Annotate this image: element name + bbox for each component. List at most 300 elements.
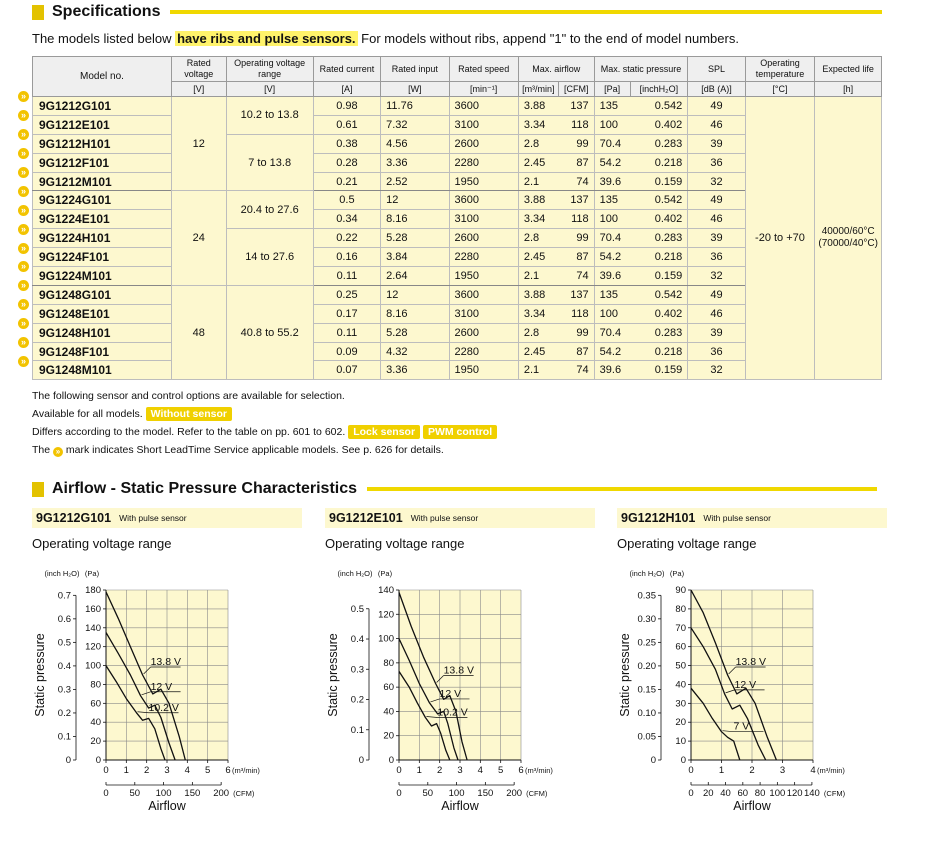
note-differs-text: Differs according to the model. Refer to the table on pp. 601 to 602. bbox=[32, 426, 346, 438]
y-tick-label: 90 bbox=[675, 585, 686, 596]
y2-tick-label: 0 bbox=[358, 755, 364, 766]
series-label: 7 V bbox=[733, 720, 750, 733]
y-tick-label: 140 bbox=[85, 622, 101, 634]
cell-model: 9G1224E101 bbox=[33, 210, 172, 229]
heading-marker bbox=[32, 5, 44, 20]
cell-input: 12 bbox=[381, 191, 449, 210]
x2-tick-label: 20 bbox=[702, 788, 714, 799]
y2-tick-label: 0.20 bbox=[637, 660, 656, 672]
y-tick-label: 0 bbox=[680, 755, 686, 766]
cell-current: 0.21 bbox=[313, 172, 380, 191]
chart-title: 9G1212E101 bbox=[329, 511, 403, 525]
cell-input: 4.32 bbox=[381, 342, 449, 361]
chart-header bbox=[32, 508, 302, 528]
unit-op-range: [V] bbox=[226, 82, 313, 97]
cell-spl: 32 bbox=[688, 361, 745, 380]
intro-text-end: For models without ribs, append "1" to the end of model numbers. bbox=[357, 31, 739, 46]
unit-cfm-label: (CFM) bbox=[233, 789, 255, 798]
x-tick-label: 3 bbox=[457, 765, 463, 776]
y2-tick-label: 0.7 bbox=[57, 590, 71, 602]
y-tick-label: 160 bbox=[85, 603, 101, 615]
header-model: Model no. bbox=[33, 57, 172, 97]
unit-airflow-cfm: [CFM] bbox=[558, 82, 594, 97]
y-tick-label: 140 bbox=[378, 585, 394, 596]
short-leadtime-mark-icon: » bbox=[18, 110, 29, 121]
unit-pa-label: (Pa) bbox=[84, 569, 100, 578]
cell-current: 0.5 bbox=[313, 191, 380, 210]
cell-model: 9G1212M101 bbox=[33, 172, 172, 191]
chart-op-range-label: Operating voltage range bbox=[325, 536, 465, 551]
short-leadtime-mark-icon: » bbox=[18, 356, 29, 367]
y-tick-label: 60 bbox=[90, 698, 101, 710]
x-tick-label: 5 bbox=[498, 765, 504, 776]
chart-title: 9G1212G101 bbox=[36, 511, 112, 525]
y-tick-label: 70 bbox=[675, 622, 686, 634]
y2-tick-label: 0.25 bbox=[637, 637, 656, 649]
y2-tick-label: 0.1 bbox=[57, 731, 71, 743]
specifications-title: Specifications bbox=[52, 3, 161, 20]
cell-input: 5.28 bbox=[381, 229, 449, 248]
cell-model: 9G1212H101 bbox=[33, 134, 172, 153]
y-tick-label: 180 bbox=[85, 585, 101, 596]
unit-spl: [dB (A)] bbox=[688, 82, 745, 97]
x-tick-label: 6 bbox=[225, 765, 231, 776]
x-tick-label: 1 bbox=[416, 765, 422, 776]
cell-airflow-cfm: 74 bbox=[558, 172, 594, 191]
cell-airflow-cfm: 137 bbox=[558, 285, 594, 304]
cell-pressure-inch: 0.218 bbox=[630, 342, 688, 361]
cell-speed: 2600 bbox=[449, 323, 518, 342]
expected-life-secondary: (70000/40°C) bbox=[818, 238, 878, 250]
cell-model: 9G1248F101 bbox=[33, 342, 172, 361]
x-tick-label: 6 bbox=[518, 765, 524, 776]
cell-model: 9G1224H101 bbox=[33, 229, 172, 248]
cell-airflow-cfm: 118 bbox=[558, 304, 594, 323]
cell-rated-voltage: 24 bbox=[171, 191, 226, 285]
x2-tick-label: 80 bbox=[754, 788, 766, 799]
short-leadtime-mark-icon: » bbox=[18, 318, 29, 329]
unit-pa-label: (Pa) bbox=[377, 569, 393, 578]
cell-pressure-pa: 135 bbox=[594, 97, 630, 116]
cell-current: 0.98 bbox=[313, 97, 380, 116]
cell-spl: 49 bbox=[688, 191, 745, 210]
specifications-heading bbox=[32, 3, 882, 21]
y-tick-label: 100 bbox=[85, 660, 101, 672]
unit-input: [W] bbox=[381, 82, 449, 97]
cell-model: 9G1248E101 bbox=[33, 304, 172, 323]
chart-3 bbox=[617, 508, 887, 813]
cell-spl: 36 bbox=[688, 153, 745, 172]
y-tick-label: 120 bbox=[378, 609, 394, 621]
unit-pressure-pa: [Pa] bbox=[594, 82, 630, 97]
unit-m3-label: (m³/min) bbox=[232, 766, 260, 775]
unit-life: [h] bbox=[815, 82, 882, 97]
cell-pressure-inch: 0.283 bbox=[630, 134, 688, 153]
cell-rated-voltage: 12 bbox=[171, 97, 226, 191]
chart-sensor-note: With pulse sensor bbox=[703, 513, 771, 523]
cell-pressure-inch: 0.283 bbox=[630, 323, 688, 342]
heading-rule bbox=[367, 487, 877, 491]
header-life: Expected life bbox=[815, 57, 882, 82]
note-available-text: Available for all models. bbox=[32, 408, 143, 420]
cell-spl: 49 bbox=[688, 285, 745, 304]
y-tick-label: 0 bbox=[95, 755, 101, 766]
cell-airflow-cfm: 99 bbox=[558, 134, 594, 153]
cell-airflow-m3: 2.8 bbox=[518, 134, 558, 153]
cell-current: 0.11 bbox=[313, 323, 380, 342]
chart-1 bbox=[32, 508, 302, 813]
cell-spl: 36 bbox=[688, 248, 745, 267]
cell-spl: 46 bbox=[688, 115, 745, 134]
x-axis-title: Airflow bbox=[441, 799, 479, 813]
cell-pressure-pa: 100 bbox=[594, 115, 630, 134]
x-tick-label: 2 bbox=[437, 765, 443, 776]
x-tick-label: 5 bbox=[205, 765, 211, 776]
x-tick-label: 3 bbox=[164, 765, 170, 776]
cell-pressure-inch: 0.218 bbox=[630, 153, 688, 172]
chart-title: 9G1212H101 bbox=[621, 511, 696, 525]
unit-current: [A] bbox=[313, 82, 380, 97]
cell-current: 0.28 bbox=[313, 153, 380, 172]
cell-op-range: 20.4 to 27.6 bbox=[226, 191, 313, 229]
unit-m3-label: (m³/min) bbox=[525, 766, 553, 775]
header-pressure: Max. static pressure bbox=[594, 57, 688, 82]
x-tick-label: 0 bbox=[103, 765, 109, 776]
cell-model: 9G1224M101 bbox=[33, 267, 172, 286]
sensor-notes bbox=[32, 387, 497, 459]
y2-tick-label: 0 bbox=[650, 755, 656, 766]
y2-tick-label: 0.4 bbox=[350, 634, 364, 646]
cell-current: 0.38 bbox=[313, 134, 380, 153]
short-leadtime-mark-icon: » bbox=[18, 91, 29, 102]
cell-pressure-pa: 70.4 bbox=[594, 134, 630, 153]
cell-pressure-inch: 0.283 bbox=[630, 229, 688, 248]
short-leadtime-mark-icon: » bbox=[18, 186, 29, 197]
y-tick-label: 100 bbox=[378, 633, 394, 645]
y-tick-label: 80 bbox=[383, 657, 394, 669]
y2-tick-label: 0.5 bbox=[57, 637, 71, 649]
cell-airflow-m3: 2.45 bbox=[518, 342, 558, 361]
cell-airflow-m3: 3.34 bbox=[518, 115, 558, 134]
cell-spl: 39 bbox=[688, 229, 745, 248]
cell-current: 0.61 bbox=[313, 115, 380, 134]
cell-pressure-inch: 0.402 bbox=[630, 115, 688, 134]
chart-2 bbox=[325, 508, 595, 813]
cell-speed: 2280 bbox=[449, 153, 518, 172]
cell-speed: 1950 bbox=[449, 361, 518, 380]
x-tick-label: 1 bbox=[123, 765, 129, 776]
short-leadtime-mark-icon: » bbox=[53, 447, 63, 457]
y2-tick-label: 0.10 bbox=[637, 707, 656, 719]
chart-sensor-note: With pulse sensor bbox=[119, 513, 187, 523]
x2-tick-label: 0 bbox=[103, 788, 109, 799]
y-tick-label: 40 bbox=[675, 679, 686, 691]
cell-airflow-cfm: 118 bbox=[558, 115, 594, 134]
cell-model: 9G1248H101 bbox=[33, 323, 172, 342]
y2-tick-label: 0.6 bbox=[57, 613, 71, 625]
chart-plot bbox=[32, 560, 302, 846]
header-input: Rated input bbox=[381, 57, 449, 82]
cell-airflow-m3: 3.88 bbox=[518, 191, 558, 210]
note-mark-pre: The bbox=[32, 444, 54, 456]
header-op-range: Operating voltage range bbox=[226, 57, 313, 82]
cell-airflow-cfm: 74 bbox=[558, 267, 594, 286]
cell-airflow-cfm: 99 bbox=[558, 323, 594, 342]
cell-input: 5.28 bbox=[381, 323, 449, 342]
unit-rated-voltage: [V] bbox=[171, 82, 226, 97]
cell-expected-life bbox=[815, 97, 882, 380]
cell-current: 0.11 bbox=[313, 267, 380, 286]
cell-op-range: 10.2 to 13.8 bbox=[226, 97, 313, 135]
x-tick-label: 0 bbox=[688, 765, 694, 776]
note-line-4 bbox=[32, 441, 497, 459]
cell-pressure-pa: 39.6 bbox=[594, 172, 630, 191]
y-tick-label: 80 bbox=[90, 679, 101, 691]
cell-pressure-pa: 54.2 bbox=[594, 342, 630, 361]
cell-speed: 3100 bbox=[449, 304, 518, 323]
y2-tick-label: 0.1 bbox=[350, 724, 364, 736]
x-tick-label: 4 bbox=[810, 765, 816, 776]
cell-speed: 3100 bbox=[449, 210, 518, 229]
cell-spl: 36 bbox=[688, 342, 745, 361]
note-line-2 bbox=[32, 405, 497, 423]
cell-airflow-cfm: 87 bbox=[558, 153, 594, 172]
unit-pressure-inch: [inchH₂O] bbox=[630, 82, 688, 97]
unit-inch-label: (inch H₂O) bbox=[629, 569, 665, 578]
cell-input: 3.84 bbox=[381, 248, 449, 267]
x-tick-label: 4 bbox=[184, 765, 190, 776]
airflow-title: Airflow - Static Pressure Characteristics bbox=[52, 480, 358, 497]
cell-pressure-pa: 39.6 bbox=[594, 361, 630, 380]
short-leadtime-mark-icon: » bbox=[18, 129, 29, 140]
series-label: 12 V bbox=[734, 678, 757, 691]
series-label: 12 V bbox=[150, 680, 173, 693]
cell-pressure-inch: 0.159 bbox=[630, 361, 688, 380]
y2-tick-label: 0.15 bbox=[637, 684, 656, 696]
x2-tick-label: 150 bbox=[184, 788, 201, 799]
cell-current: 0.16 bbox=[313, 248, 380, 267]
cell-pressure-pa: 70.4 bbox=[594, 229, 630, 248]
cell-operating-temperature: -20 to +70 bbox=[745, 97, 815, 380]
expected-life-primary: 40000/60°C bbox=[821, 226, 875, 238]
short-leadtime-mark-icon: » bbox=[18, 299, 29, 310]
cell-spl: 49 bbox=[688, 97, 745, 116]
series-label: 10.2 V bbox=[148, 701, 179, 714]
cell-speed: 2280 bbox=[449, 248, 518, 267]
y2-tick-label: 0 bbox=[65, 755, 71, 766]
cell-pressure-pa: 100 bbox=[594, 304, 630, 323]
unit-pa-label: (Pa) bbox=[669, 569, 685, 578]
cell-airflow-cfm: 137 bbox=[558, 191, 594, 210]
x2-tick-label: 0 bbox=[688, 788, 694, 799]
cell-pressure-inch: 0.542 bbox=[630, 97, 688, 116]
short-leadtime-mark-icon: » bbox=[18, 205, 29, 216]
cell-input: 2.52 bbox=[381, 172, 449, 191]
cell-speed: 3600 bbox=[449, 97, 518, 116]
y-tick-label: 60 bbox=[383, 682, 394, 694]
cell-current: 0.22 bbox=[313, 229, 380, 248]
cell-current: 0.07 bbox=[313, 361, 380, 380]
cell-speed: 1950 bbox=[449, 172, 518, 191]
chart-op-range-label: Operating voltage range bbox=[617, 536, 757, 551]
x-axis-title: Airflow bbox=[148, 799, 186, 813]
y-axis-title: Static pressure bbox=[618, 633, 632, 717]
cell-pressure-inch: 0.218 bbox=[630, 248, 688, 267]
short-leadtime-mark-icon: » bbox=[18, 280, 29, 291]
cell-input: 7.32 bbox=[381, 115, 449, 134]
cell-pressure-inch: 0.159 bbox=[630, 267, 688, 286]
x2-tick-label: 140 bbox=[803, 788, 820, 799]
tag-pwm-control: PWM control bbox=[423, 425, 497, 439]
table-row bbox=[33, 97, 882, 116]
cell-input: 8.16 bbox=[381, 210, 449, 229]
chart-sensor-note: With pulse sensor bbox=[410, 513, 479, 523]
y2-tick-label: 0.2 bbox=[57, 707, 71, 719]
x2-tick-label: 100 bbox=[448, 788, 465, 799]
cell-airflow-m3: 2.1 bbox=[518, 361, 558, 380]
cell-pressure-pa: 135 bbox=[594, 285, 630, 304]
series-label: 10.2 V bbox=[437, 706, 468, 719]
cell-pressure-pa: 100 bbox=[594, 210, 630, 229]
series-label: 13.8 V bbox=[735, 656, 766, 668]
x2-tick-label: 100 bbox=[155, 788, 172, 799]
cell-speed: 3600 bbox=[449, 191, 518, 210]
cell-spl: 46 bbox=[688, 210, 745, 229]
cell-airflow-cfm: 87 bbox=[558, 342, 594, 361]
cell-input: 3.36 bbox=[381, 153, 449, 172]
tag-lock-sensor: Lock sensor bbox=[348, 425, 420, 439]
cell-speed: 2600 bbox=[449, 229, 518, 248]
cell-airflow-m3: 3.88 bbox=[518, 285, 558, 304]
cell-op-range: 14 to 27.6 bbox=[226, 229, 313, 286]
y2-tick-label: 0.3 bbox=[350, 664, 364, 676]
header-rated-voltage: Rated voltage bbox=[171, 57, 226, 82]
y-axis-title: Static pressure bbox=[33, 633, 47, 717]
x-tick-label: 2 bbox=[749, 765, 755, 776]
x2-tick-label: 200 bbox=[213, 788, 230, 799]
header-current: Rated current bbox=[313, 57, 380, 82]
unit-temp: [°C] bbox=[745, 82, 815, 97]
cell-model: 9G1248G101 bbox=[33, 285, 172, 304]
cell-pressure-pa: 39.6 bbox=[594, 267, 630, 286]
y-tick-label: 0 bbox=[388, 755, 394, 766]
cell-input: 11.76 bbox=[381, 97, 449, 116]
x-tick-label: 2 bbox=[144, 765, 150, 776]
x2-tick-label: 0 bbox=[396, 788, 402, 799]
short-leadtime-mark-icon: » bbox=[18, 243, 29, 254]
y2-tick-label: 0.35 bbox=[637, 590, 656, 602]
y2-tick-label: 0.3 bbox=[57, 684, 71, 696]
cell-current: 0.25 bbox=[313, 285, 380, 304]
specifications-intro bbox=[32, 31, 739, 46]
x2-tick-label: 150 bbox=[477, 788, 494, 799]
cell-airflow-m3: 3.88 bbox=[518, 97, 558, 116]
cell-airflow-m3: 2.8 bbox=[518, 323, 558, 342]
cell-speed: 2280 bbox=[449, 342, 518, 361]
cell-model: 9G1224G101 bbox=[33, 191, 172, 210]
header-spl: SPL bbox=[688, 57, 745, 82]
y-axis-title: Static pressure bbox=[326, 633, 340, 717]
unit-speed: [min⁻¹] bbox=[449, 82, 518, 97]
cell-spl: 32 bbox=[688, 267, 745, 286]
cell-op-range: 7 to 13.8 bbox=[226, 134, 313, 191]
y-tick-label: 20 bbox=[383, 730, 394, 742]
cell-current: 0.17 bbox=[313, 304, 380, 323]
cell-pressure-inch: 0.402 bbox=[630, 210, 688, 229]
cell-input: 12 bbox=[381, 285, 449, 304]
tag-without-sensor: Without sensor bbox=[146, 407, 232, 421]
x2-tick-label: 100 bbox=[769, 788, 786, 799]
y2-tick-label: 0.2 bbox=[350, 694, 364, 706]
cell-pressure-pa: 54.2 bbox=[594, 248, 630, 267]
header-airflow: Max. airflow bbox=[518, 57, 594, 82]
cell-airflow-m3: 2.1 bbox=[518, 267, 558, 286]
y-tick-label: 40 bbox=[383, 706, 394, 718]
y-tick-label: 120 bbox=[85, 641, 101, 653]
chart-op-range-label: Operating voltage range bbox=[32, 536, 172, 551]
short-leadtime-mark-icon: » bbox=[18, 337, 29, 348]
cell-model: 9G1224F101 bbox=[33, 248, 172, 267]
cell-op-range: 40.8 to 55.2 bbox=[226, 285, 313, 379]
y-tick-label: 50 bbox=[675, 660, 686, 672]
airflow-heading bbox=[32, 480, 877, 498]
header-speed: Rated speed bbox=[449, 57, 518, 82]
cell-model: 9G1212F101 bbox=[33, 153, 172, 172]
intro-highlight: have ribs and pulse sensors. bbox=[177, 31, 356, 46]
x-tick-label: 0 bbox=[396, 765, 402, 776]
cell-model: 9G1212G101 bbox=[33, 97, 172, 116]
short-leadtime-mark-icon: » bbox=[18, 148, 29, 159]
unit-inch-label: (inch H₂O) bbox=[337, 569, 373, 578]
cell-speed: 2600 bbox=[449, 134, 518, 153]
cell-pressure-pa: 54.2 bbox=[594, 153, 630, 172]
short-leadtime-markers bbox=[18, 91, 30, 375]
y-tick-label: 80 bbox=[675, 603, 686, 615]
unit-inch-label: (inch H₂O) bbox=[44, 569, 80, 578]
x2-tick-label: 60 bbox=[737, 788, 749, 799]
chart-header bbox=[325, 508, 595, 528]
chart-header bbox=[617, 508, 887, 528]
header-temp: Operating temperature bbox=[745, 57, 815, 82]
cell-input: 8.16 bbox=[381, 304, 449, 323]
short-leadtime-mark-icon: » bbox=[18, 224, 29, 235]
x-tick-label: 1 bbox=[718, 765, 725, 776]
chart-plot bbox=[325, 560, 595, 846]
short-leadtime-mark-icon: » bbox=[18, 261, 29, 272]
y-tick-label: 60 bbox=[675, 641, 686, 653]
unit-m3-label: (m³/min) bbox=[817, 766, 845, 775]
cell-pressure-pa: 135 bbox=[594, 191, 630, 210]
cell-airflow-m3: 3.34 bbox=[518, 304, 558, 323]
y2-tick-label: 0.4 bbox=[57, 660, 71, 672]
y-tick-label: 20 bbox=[675, 717, 686, 729]
cell-airflow-m3: 2.45 bbox=[518, 153, 558, 172]
note-mark-post: mark indicates Short LeadTime Service applicable models. See p. 626 for details. bbox=[63, 444, 444, 456]
cell-current: 0.34 bbox=[313, 210, 380, 229]
cell-airflow-m3: 2.45 bbox=[518, 248, 558, 267]
cell-speed: 3100 bbox=[449, 115, 518, 134]
cell-airflow-cfm: 137 bbox=[558, 97, 594, 116]
series-label: 13.8 V bbox=[443, 664, 474, 677]
y-tick-label: 10 bbox=[675, 736, 686, 748]
series-label: 13.8 V bbox=[150, 656, 181, 668]
x2-tick-label: 40 bbox=[720, 788, 731, 799]
cell-speed: 3600 bbox=[449, 285, 518, 304]
cell-speed: 1950 bbox=[449, 267, 518, 286]
intro-text: The models listed below bbox=[32, 31, 176, 46]
cell-input: 2.64 bbox=[381, 267, 449, 286]
x2-tick-label: 50 bbox=[129, 788, 141, 799]
